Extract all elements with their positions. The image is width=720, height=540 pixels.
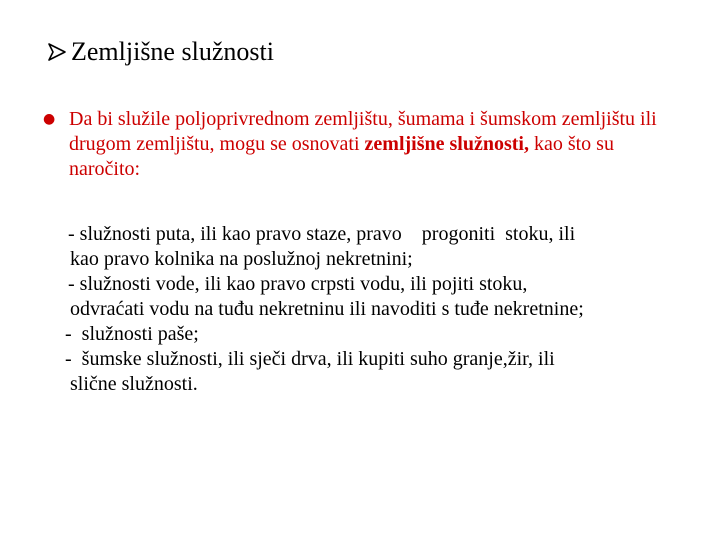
list-item-line: slične služnosti. [70,373,198,395]
bullet-text-start: Da bi služile poljoprivrednom zemljištu, šumama i šumskom zemljištu ili drugom zemljištu, mogu se osnovati [69,108,657,155]
list-item [60,322,700,347]
list-item [60,347,700,397]
list-item [60,222,700,272]
list-item-line: odvraćati vodu na tuđu nekretninu ili navoditi s tuđe nekretnine; [70,298,584,320]
list-item-line: - služnosti paše; [65,323,199,345]
bullet-paragraph [43,107,683,182]
list-item-line: - šumske služnosti, ili sječi drva, ili kupiti suho granje,žir, ili [65,348,555,370]
servitude-list [60,222,700,397]
bullet-text [69,107,683,182]
list-item-line: - služnosti vode, ili kao pravo crpsti vodu, ili pojiti stoku, [68,273,528,295]
list-item-line: - služnosti puta, ili kao pravo staze, pravo progoniti stoku, ili [68,223,576,245]
slide-title: Zemljišne služnosti [71,37,274,66]
list-item-line: kao pravo kolnika na poslužnoj nekretnini; [70,248,413,270]
arrow-right-bullet-icon [47,42,67,62]
slide-title-row [47,36,274,68]
bullet-text-end: kao što su naročito: [69,133,614,180]
round-bullet-icon: ● [43,111,56,127]
list-item [60,272,700,322]
bullet-text-bold: zemljišne služnosti, [364,133,529,155]
